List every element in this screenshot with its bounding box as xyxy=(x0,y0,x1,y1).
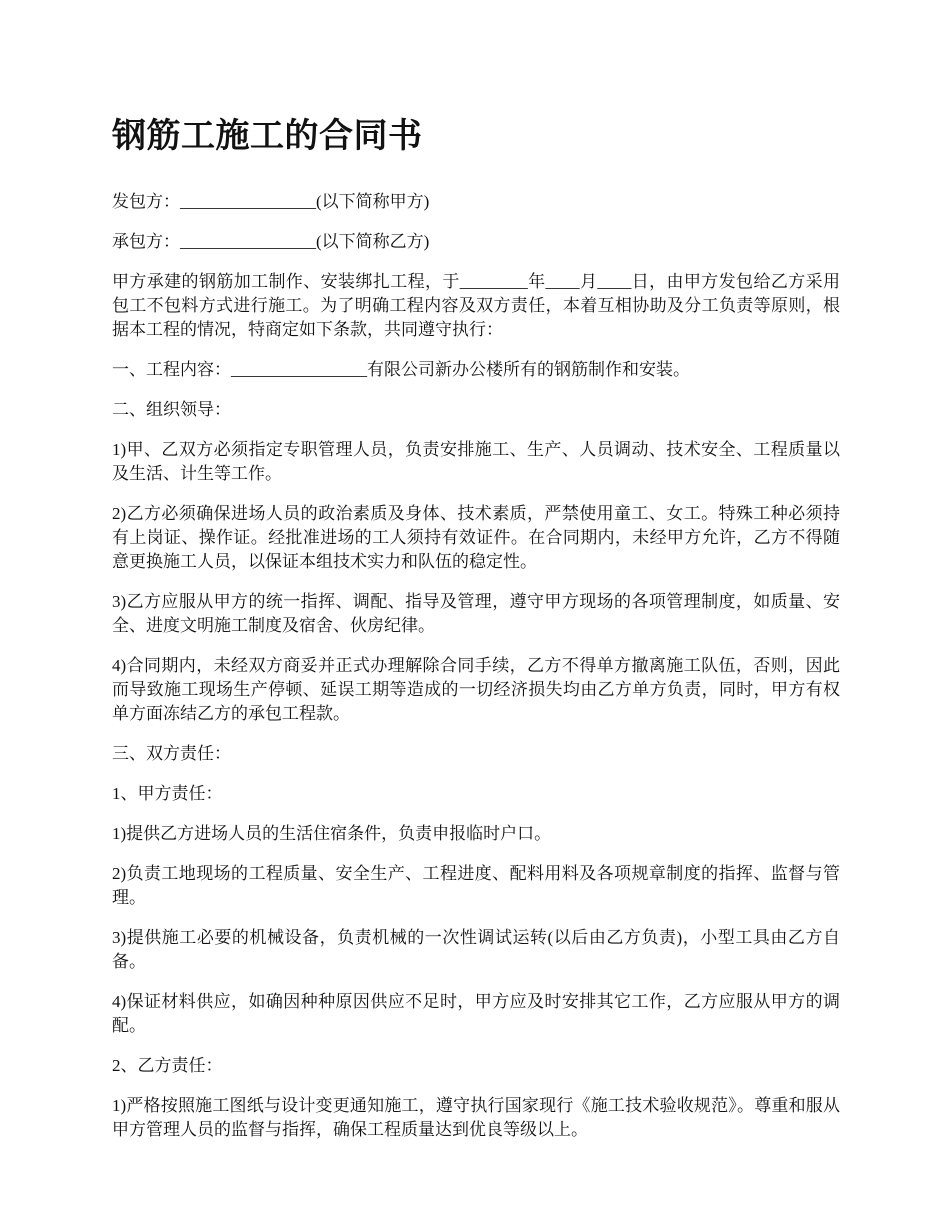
organization-clause-3: 3)乙方应服从甲方的统一指挥、调配、指导及管理，遵守甲方现场的各项管理制度，如质量、安全、进度文明施工制度及宿舍、伙房纪律。 xyxy=(112,592,840,635)
organization-clause-4: 4)合同期内，未经双方商妥并正式办理解除合同手续，乙方不得单方撤离施工队伍，否则，因此而导致施工现场生产停顿、延误工期等造成的一切经济损失均由乙方单方负责，同时，甲方有权单方面冻结乙方的承包工程款。 xyxy=(112,656,840,723)
section-heading-responsibilities: 三、双方责任： xyxy=(112,744,231,763)
party-b-clause-1: 1)严格按照施工图纸与设计变更通知施工，遵守执行国家现行《施工技术验收规范》。尊重和服从甲方管理人员的监督与指挥，确保工程质量达到优良等级以上。 xyxy=(112,1096,840,1139)
section-project-content: 一、工程内容：________________有限公司新办公楼所有的钢筋制作和安装。 xyxy=(112,360,690,379)
party-a-clause-2: 2)负责工地现场的工程质量、安全生产、工程进度、配料用料及各项规章制度的指挥、监督与管理。 xyxy=(112,864,840,907)
paragraph-intro: 甲方承建的钢筋加工制作、安装绑扎工程，于________年____月____日，由甲方发包给乙方采用包工不包料方式进行施工。为了明确工程内容及双方责任，本着互相协助及分工负责等原则，根据本工程的情况，特商定如下条款，共同遵守执行： xyxy=(112,272,840,339)
organization-clause-1: 1)甲、乙双方必须指定专职管理人员，负责安排施工、生产、人员调动、技术安全、工程质量以及生活、计生等工作。 xyxy=(112,440,840,483)
document-title: 钢筋工施工的合同书 xyxy=(112,118,423,155)
subheading-party-b: 2、乙方责任： xyxy=(112,1056,223,1075)
document-page xyxy=(112,112,840,1158)
paragraph-contractor: 承包方：________________(以下简称乙方) xyxy=(112,232,430,251)
section-heading-organization: 二、组织领导： xyxy=(112,400,231,419)
paragraph-employer: 发包方：________________(以下简称甲方) xyxy=(112,192,430,211)
party-a-clause-4: 4)保证材料供应，如确因种种原因供应不足时，甲方应及时安排其它工作，乙方应服从甲方的调配。 xyxy=(112,992,840,1035)
organization-clause-2: 2)乙方必须确保进场人员的政治素质及身体、技术素质，严禁使用童工、女工。特殊工种必须持有上岗证、操作证。经批准进场的工人须持有效证件。在合同期内，未经甲方允许，乙方不得随意更换施工人员，以保证本组技术实力和队伍的稳定性。 xyxy=(112,504,840,571)
subheading-party-a: 1、甲方责任： xyxy=(112,784,223,803)
party-a-clause-3: 3)提供施工必要的机械设备，负责机械的一次性调试运转(以后由乙方负责)，小型工具由乙方自备。 xyxy=(112,928,840,971)
party-a-clause-1: 1)提供乙方进场人员的生活住宿条件，负责申报临时户口。 xyxy=(112,824,552,843)
